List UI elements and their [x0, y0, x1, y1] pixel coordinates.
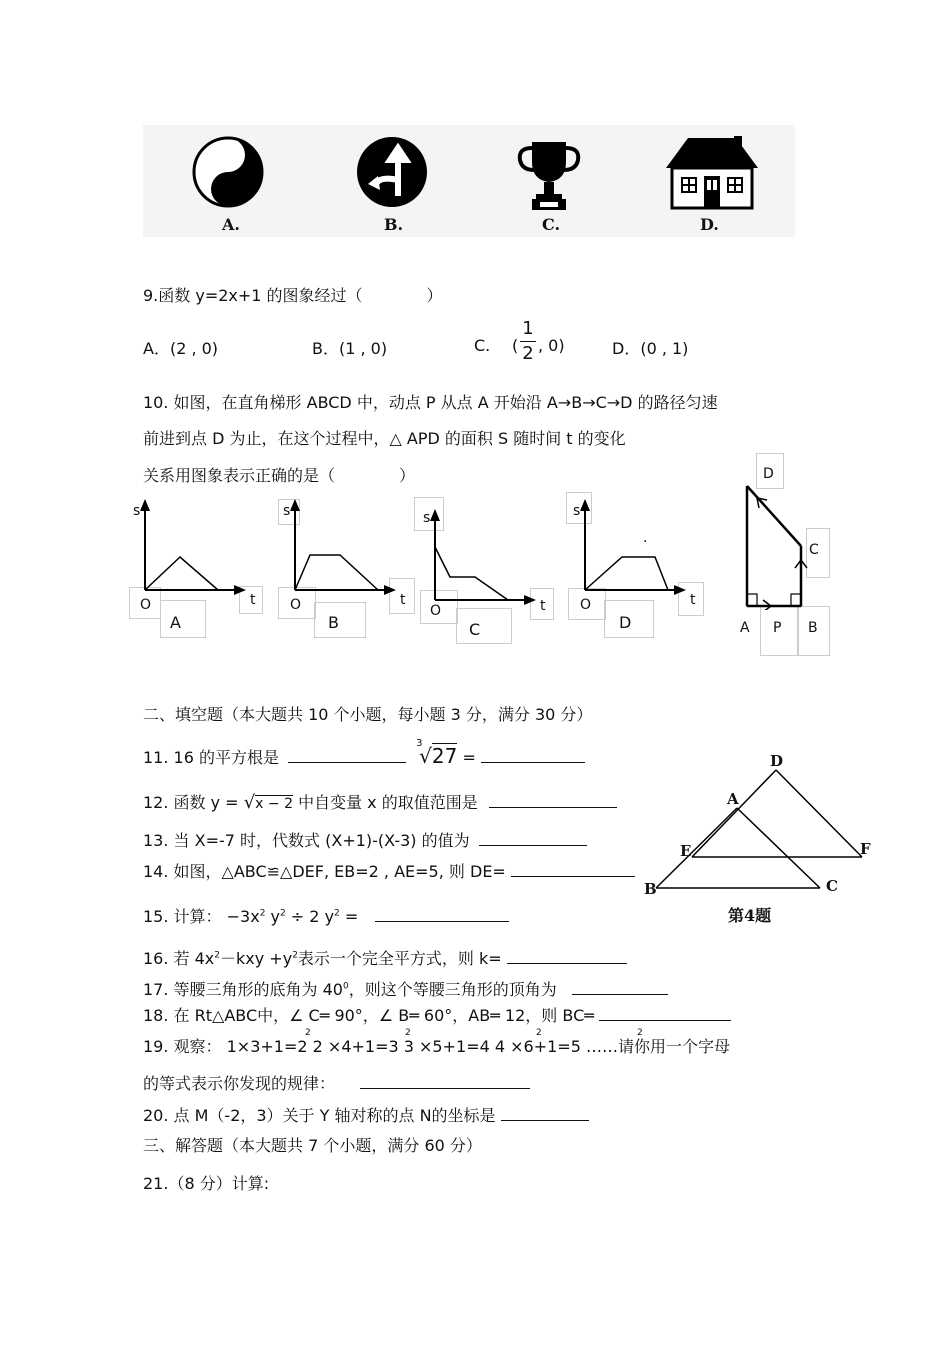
- q12-radicand: x − 2: [255, 796, 293, 812]
- graph-d-dot: .: [643, 530, 648, 546]
- graph-d-label: D: [619, 613, 632, 632]
- q16-rest: 表示一个完全平方式，则 k=: [297, 949, 502, 968]
- q12-answer-blank[interactable]: [489, 793, 617, 808]
- q12-text: 12. 函数 y =: [143, 793, 239, 812]
- q13: [143, 828, 587, 851]
- graph-a-label: A: [170, 613, 181, 632]
- q9-option-c-suffix: , 0): [538, 336, 565, 355]
- trapezoid-label-b: B: [808, 620, 818, 636]
- q20-answer-blank[interactable]: [501, 1106, 589, 1121]
- q19-line2-text: 的等式表示你发现的规律：: [143, 1074, 336, 1093]
- q19-exp2: 2: [405, 1028, 411, 1038]
- triangle-label-d: D: [770, 752, 784, 770]
- house-icon: [664, 134, 760, 210]
- q16-answer-blank[interactable]: [507, 949, 627, 964]
- q18-answer-blank[interactable]: [599, 1006, 731, 1021]
- q15: [143, 904, 509, 927]
- q9-option-a: A．(2 , 0): [143, 339, 219, 358]
- triangle-label-e: E: [680, 842, 692, 860]
- q11-text: 11. 16 的平方根是: [143, 748, 279, 767]
- q20-text: 20. 点 M（-2，3）关于 Y 轴对称的点 N的坐标是: [143, 1106, 496, 1125]
- graph-d-t: t: [690, 592, 696, 608]
- q17-deg: 0: [342, 981, 349, 992]
- graph-b-label: B: [328, 613, 339, 632]
- q12: [143, 790, 617, 813]
- q15-answer-blank[interactable]: [375, 907, 509, 922]
- q11: [143, 738, 585, 768]
- graph-a-s: s: [133, 503, 141, 519]
- q11-answer-blank-2[interactable]: [481, 748, 585, 763]
- turn-arrow-sign-icon: [354, 136, 430, 208]
- graph-c-s: s: [423, 510, 431, 526]
- section3-title: 三、解答题（本大题共 7 个小题，满分 60 分）: [143, 1136, 482, 1155]
- graph-d-o: O: [580, 597, 592, 613]
- q19-exp4: 2: [637, 1028, 643, 1038]
- trophy-icon: [514, 138, 584, 212]
- graph-c-label: C: [469, 620, 481, 639]
- graph-a-o: O: [140, 597, 152, 613]
- cube-root-radicand: 27: [431, 744, 458, 768]
- graph-b-s: s: [283, 503, 291, 519]
- icon-label-a: A.: [222, 215, 240, 234]
- q17-rest: ，则这个等腰三角形的顶角为: [348, 980, 557, 999]
- triangle-label-b: B: [644, 880, 657, 898]
- q9-option-c-fraction: [520, 318, 536, 365]
- q18: [143, 1003, 731, 1026]
- q9-option-c-prefix: C.: [474, 336, 491, 355]
- triangle-caption: 第4题: [728, 906, 772, 925]
- graph-d-s: s: [573, 503, 581, 519]
- triangle-label-c: C: [826, 877, 838, 895]
- q10-line1: 10. 如图，在直角梯形 ABCD 中，动点 P 从点 A 开始沿 A→B→C→D 的路径匀速: [143, 393, 718, 412]
- graph-b-t: t: [400, 592, 406, 608]
- q14-text: 14. 如图，△ABC≌△DEF, EB=2 , AE=5, 则 DE=: [143, 862, 506, 881]
- q9-option-b: B．(1 , 0): [312, 339, 388, 358]
- q15-p2: y: [265, 907, 280, 926]
- trapezoid-label-d: D: [763, 466, 774, 482]
- cube-root-index: 3: [416, 738, 423, 749]
- q21: 21.（8 分）计算:: [143, 1174, 270, 1193]
- radical-sign: √: [243, 792, 256, 813]
- q16-exp2: 2: [292, 950, 298, 961]
- q14: [143, 859, 635, 882]
- q18-text: 18. 在 Rt△ABC中，∠ C═ 90°，∠ B═ 60°，AB═ 12，则 BC═: [143, 1006, 594, 1025]
- q20: [143, 1103, 589, 1126]
- q19-exp3: 2: [536, 1028, 542, 1038]
- q15-p4: =: [339, 907, 359, 926]
- q13-text: 13. 当 X=-7 时，代数式 (X+1)-(X-3) 的值为: [143, 831, 470, 850]
- q15-exp1: 2: [259, 908, 266, 919]
- q15-exp2: 2: [279, 908, 286, 919]
- fraction-bar: [520, 341, 536, 342]
- radical-sign: √: [419, 744, 432, 768]
- q10-line3: 关系用图象表示正确的是（ ）: [143, 466, 416, 485]
- icon-label-d: D.: [700, 215, 719, 234]
- q16-mid: －kxy +y: [220, 949, 293, 968]
- q9-option-c-open: (: [512, 336, 519, 355]
- q10-line2: 前进到点 D 为止，在这个过程中，△ APD 的面积 S 随时间 t 的变化: [143, 429, 626, 448]
- trapezoid-label-p: P: [773, 620, 782, 636]
- q13-answer-blank[interactable]: [479, 831, 587, 846]
- graph-a-t: t: [250, 592, 256, 608]
- q17: [143, 977, 668, 1000]
- q19-answer-blank[interactable]: [360, 1074, 530, 1089]
- graph-c-t: t: [540, 598, 546, 614]
- q15-exp3: 2: [334, 908, 340, 919]
- q16: [143, 946, 627, 969]
- trapezoid-label-a: A: [740, 620, 750, 636]
- q16-text: 16. 若 4x: [143, 949, 215, 968]
- q16-exp1: 2: [214, 950, 221, 961]
- q9-stem: 9.函数 y=2x+1 的图象经过（ ）: [143, 286, 443, 305]
- trapezoid-label-c: C: [809, 542, 819, 558]
- q11-cube-root: [416, 738, 458, 768]
- triangle-label-a: A: [727, 790, 739, 808]
- q19-line1: 19. 观察： 1×3+1=2 2 ×4+1=3 3 ×5+1=4 4 ×6+1=5 ……请你用一个字母: [143, 1037, 730, 1056]
- q11-eq: =: [462, 748, 476, 767]
- graph-c-o: O: [430, 603, 442, 619]
- q17-answer-blank[interactable]: [572, 980, 668, 995]
- graph-b-o: O: [290, 597, 302, 613]
- fraction-denominator: 2: [522, 343, 534, 364]
- icon-label-c: C.: [542, 215, 561, 234]
- icon-label-b: B.: [384, 215, 404, 234]
- triangle-label-f: F: [860, 840, 871, 858]
- fraction-numerator: 1: [522, 318, 534, 339]
- q19-exp1: 2: [305, 1028, 311, 1038]
- q17-text: 17. 等腰三角形的底角为 40: [143, 980, 343, 999]
- q9-option-d: D．(0 , 1): [612, 339, 689, 358]
- q11-answer-blank-1[interactable]: [288, 748, 406, 763]
- q12-rest: 中自变量 x 的取值范围是: [298, 793, 478, 812]
- q14-answer-blank[interactable]: [511, 862, 635, 877]
- q15-p3: ÷ 2 y: [285, 907, 335, 926]
- q19-line2: [143, 1071, 530, 1094]
- yin-yang-icon: [192, 136, 264, 208]
- q15-text: 15. 计算： −3x: [143, 907, 260, 926]
- q19-exps: [143, 1028, 843, 1040]
- section2-title: 二、填空题（本大题共 10 个小题，每小题 3 分，满分 30 分）: [143, 705, 593, 724]
